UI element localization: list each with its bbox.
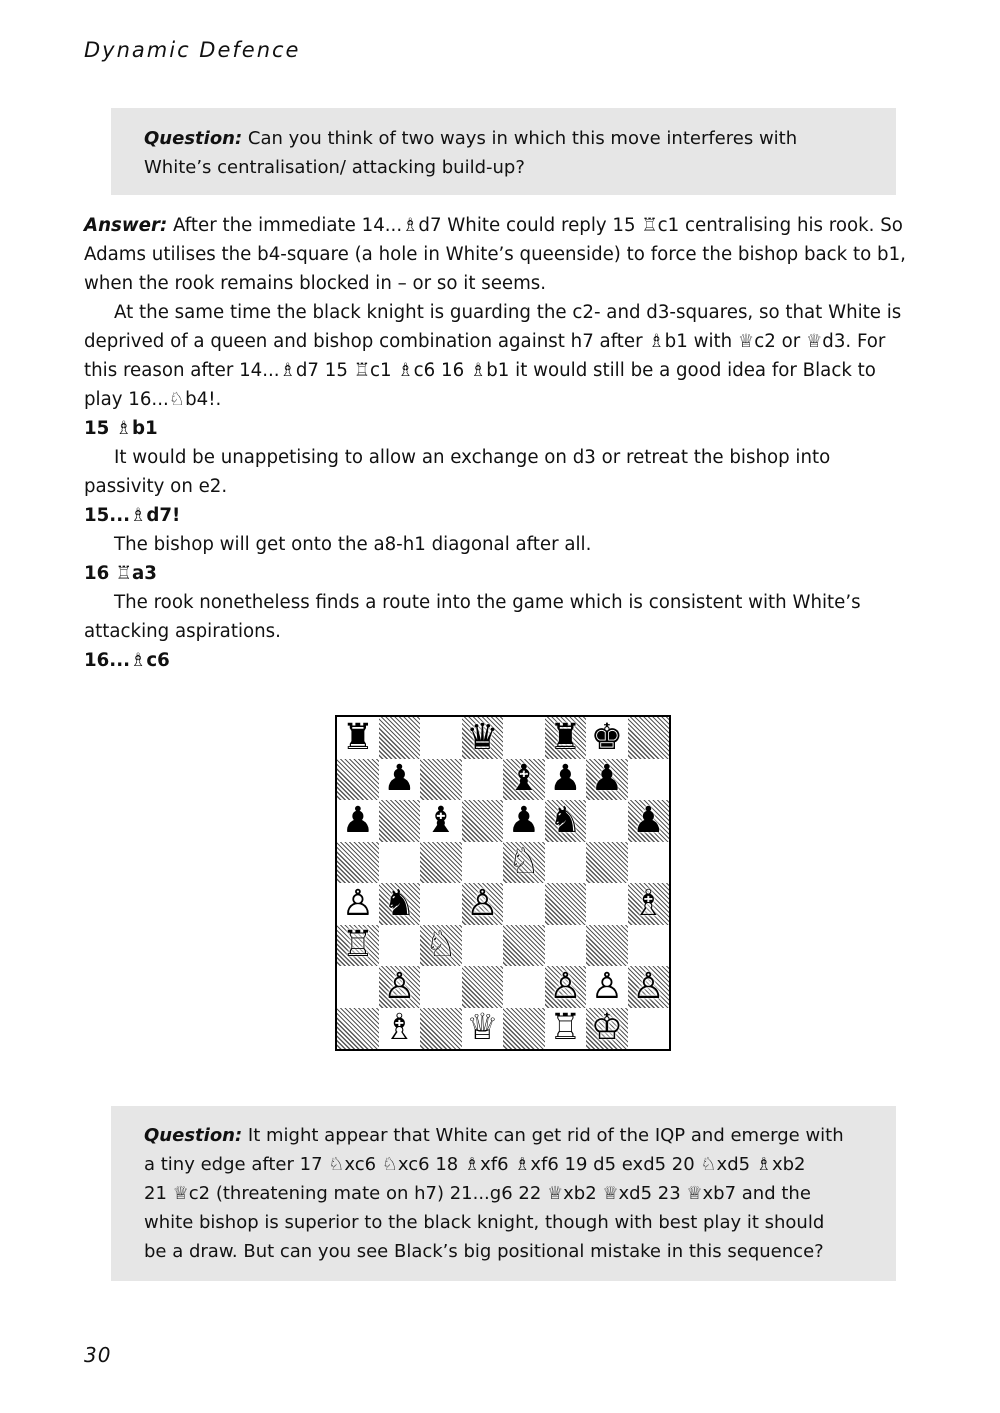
white-queen-icon: ♕ [466, 1007, 499, 1049]
square-a4 [337, 883, 379, 925]
square-g1 [586, 1008, 628, 1050]
white-rook-icon: ♖ [549, 1007, 582, 1049]
black-rook-icon: ♜ [549, 716, 582, 758]
square-f7 [545, 759, 587, 801]
white-pawn-icon: ♙ [549, 965, 582, 1007]
running-head: Dynamic Defence [84, 38, 301, 62]
black-pawn-icon: ♟ [549, 758, 582, 800]
square-f1 [545, 1008, 587, 1050]
black-pawn-icon: ♟ [632, 799, 665, 841]
square-c5 [420, 842, 462, 884]
question-2-line-2: a tiny edge after 17 ♘xc6 ♘xc6 18 ♗xf6 ♗xf6 19 d5 exd5 20 ♘xd5 ♗xb2 [144, 1154, 806, 1175]
square-g7 [586, 759, 628, 801]
white-pawn-icon: ♙ [383, 965, 416, 1007]
black-bishop-icon: ♝ [507, 758, 541, 800]
square-e1 [503, 1008, 545, 1050]
white-pawn-icon: ♙ [632, 965, 665, 1007]
square-a7 [337, 759, 379, 801]
square-g6 [586, 800, 628, 842]
black-pawn-icon: ♟ [590, 758, 624, 800]
square-d7 [462, 759, 504, 801]
question-1-line-2: White’s centralisation/ attacking build-up? [144, 157, 525, 178]
square-c3 [420, 925, 462, 967]
main-text [84, 211, 916, 675]
square-b5 [379, 842, 421, 884]
square-d2 [462, 966, 504, 1008]
square-h6 [628, 800, 670, 842]
square-f8 [545, 717, 587, 759]
question-2-line-1: Question: It might appear that White can get rid of the IQP and emerge with [144, 1125, 844, 1146]
answer-label: Answer: [84, 215, 168, 236]
black-bishop-icon: ♝ [424, 799, 458, 841]
square-g8 [586, 717, 628, 759]
square-g5 [586, 842, 628, 884]
white-bishop-icon: ♗ [383, 1007, 416, 1049]
square-b3 [379, 925, 421, 967]
move-heading: 16 ♖a3 [84, 563, 157, 584]
square-h3 [628, 925, 670, 967]
square-d6 [462, 800, 504, 842]
white-knight-icon: ♘ [424, 924, 458, 966]
white-knight-icon: ♘ [507, 841, 541, 883]
square-e4 [503, 883, 545, 925]
square-b7 [379, 759, 421, 801]
square-d1 [462, 1008, 504, 1050]
square-c1 [420, 1008, 462, 1050]
square-e5 [503, 842, 545, 884]
square-h5 [628, 842, 670, 884]
square-c7 [420, 759, 462, 801]
move-heading: 16...♗c6 [84, 650, 170, 671]
black-knight-icon: ♞ [549, 799, 582, 841]
square-e6 [503, 800, 545, 842]
square-a8 [337, 717, 379, 759]
square-h2 [628, 966, 670, 1008]
square-c4 [420, 883, 462, 925]
black-pawn-icon: ♟ [341, 799, 375, 841]
square-h7 [628, 759, 670, 801]
question-2-line-4: white bishop is superior to the black knight, though with best play it should [144, 1212, 825, 1233]
move-heading: 15...♗d7! [84, 505, 181, 526]
question-2-line-5: be a draw. But can you see Black’s big positional mistake in this sequence? [144, 1241, 824, 1262]
square-h8 [628, 717, 670, 759]
square-b4 [379, 883, 421, 925]
square-a5 [337, 842, 379, 884]
white-king-icon: ♔ [590, 1007, 624, 1049]
move-comment: It would be unappetising to allow an exchange on d3 or retreat the bishop into passivity on e2. [84, 447, 831, 497]
move-heading: 15 ♗b1 [84, 418, 158, 439]
black-king-icon: ♚ [590, 716, 624, 758]
square-e7 [503, 759, 545, 801]
square-g2 [586, 966, 628, 1008]
page-number: 30 [84, 1343, 112, 1367]
square-a2 [337, 966, 379, 1008]
square-d3 [462, 925, 504, 967]
square-a1 [337, 1008, 379, 1050]
black-knight-icon: ♞ [383, 882, 416, 924]
square-e8 [503, 717, 545, 759]
square-a6 [337, 800, 379, 842]
question-1-line-1: Question: Can you think of two ways in which this move interferes with [144, 128, 798, 149]
question-box-1 [111, 108, 896, 195]
square-f4 [545, 883, 587, 925]
answer-paragraph: Answer: After the immediate 14...♗d7 White could reply 15 ♖c1 centralising his rook. So Adams utilises the b4-square (a hole in White’s queenside) to force the bishop back to b1, when the rook remains blocked in – or so it seems. [84, 215, 906, 294]
white-bishop-icon: ♗ [632, 882, 665, 924]
question-label: Question: [144, 1125, 243, 1146]
move-comment: The bishop will get onto the a8-h1 diagonal after all. [114, 534, 592, 555]
square-h1 [628, 1008, 670, 1050]
square-b6 [379, 800, 421, 842]
white-pawn-icon: ♙ [341, 882, 375, 924]
black-rook-icon: ♜ [341, 716, 375, 758]
square-f6 [545, 800, 587, 842]
square-g4 [586, 883, 628, 925]
square-e3 [503, 925, 545, 967]
chess-diagram [335, 715, 671, 1051]
question-label: Question: [144, 128, 243, 149]
black-queen-icon: ♛ [466, 716, 499, 758]
question-2-line-3: 21 ♕c2 (threatening mate on h7) 21...g6 22 ♕xb2 ♕xd5 23 ♕xb7 and the [144, 1183, 811, 1204]
white-pawn-icon: ♙ [590, 965, 624, 1007]
square-f5 [545, 842, 587, 884]
move-comment: The rook nonetheless finds a route into the game which is consistent with White’s attacking aspirations. [84, 592, 861, 642]
white-rook-icon: ♖ [341, 924, 375, 966]
question-box-2 [111, 1106, 896, 1281]
square-g3 [586, 925, 628, 967]
square-b1 [379, 1008, 421, 1050]
black-pawn-icon: ♟ [383, 758, 416, 800]
paragraph: At the same time the black knight is guarding the c2- and d3-squares, so that White is deprived of a queen and bishop combination against h7 after ♗b1 with ♕c2 or ♕d3. For this reason after 14...♗d7 15 ♖c1 ♗c6 16 ♗b1 it would still be a good idea for Black to play 16...♘b4!. [84, 302, 902, 410]
square-f3 [545, 925, 587, 967]
square-b8 [379, 717, 421, 759]
square-c8 [420, 717, 462, 759]
square-a3 [337, 925, 379, 967]
black-pawn-icon: ♟ [507, 799, 541, 841]
square-d5 [462, 842, 504, 884]
square-b2 [379, 966, 421, 1008]
square-f2 [545, 966, 587, 1008]
square-d8 [462, 717, 504, 759]
square-d4 [462, 883, 504, 925]
square-e2 [503, 966, 545, 1008]
white-pawn-icon: ♙ [466, 882, 499, 924]
square-c6 [420, 800, 462, 842]
square-h4 [628, 883, 670, 925]
square-c2 [420, 966, 462, 1008]
